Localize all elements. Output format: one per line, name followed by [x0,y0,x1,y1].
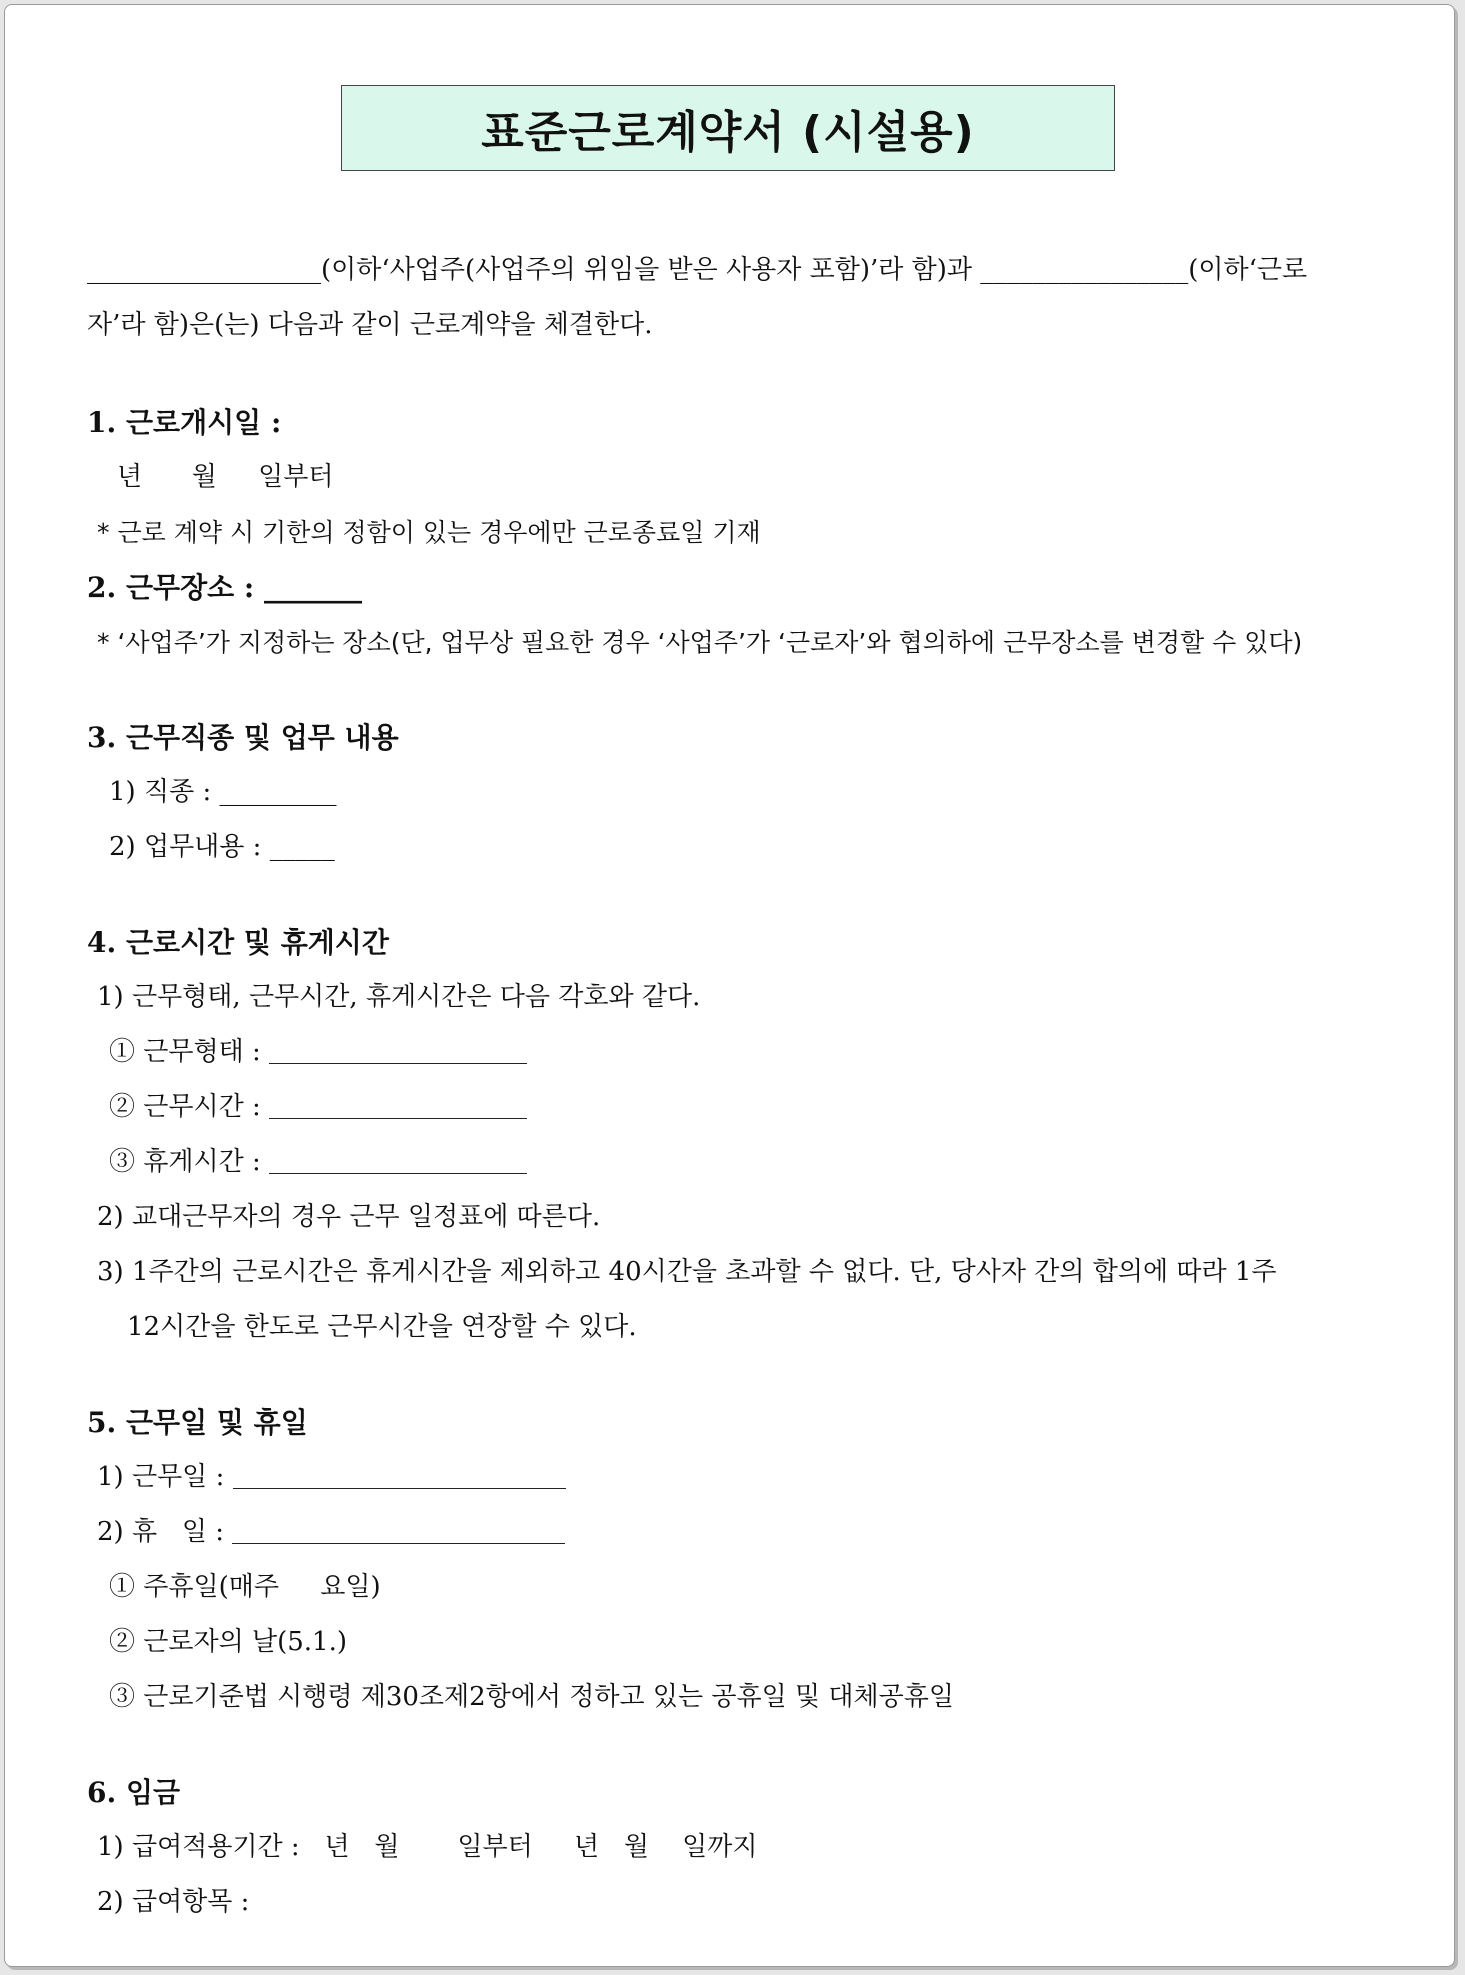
work-type-line [87,1025,1377,1080]
workdays-line [87,1450,1377,1505]
weekly-hours-line-cont: 12시간을 한도로 근무시간을 연장할 수 있다. [127,1312,637,1342]
intro-text-1: (이하‘사업주(사업주의 위임을 받은 사용자 포함)’라 함)과 [321,255,981,285]
labor-day-line: ② 근로자의 날(5.1.) [109,1627,348,1657]
break-time-label: ③ 휴게시간 : [109,1147,261,1177]
weekly-holiday-line: ① 주휴일(매주 요일) [109,1572,381,1602]
section-1-heading: 1. 근로개시일 : [87,406,282,439]
work-type-blank [269,1033,527,1064]
shift-work-line: 2) 교대근무자의 경우 근무 일정표에 따른다. [97,1202,601,1232]
pay-period-line: 1) 급여적용기간 : 년 월 일부터 년 월 일까지 [97,1832,758,1862]
date-day: 일부터 [258,462,334,492]
holidays-line [87,1505,1377,1560]
section-1-note: * 근로 계약 시 기한의 정함이 있는 경우에만 근로종료일 기재 [97,518,761,547]
employer-blank: __________________ [87,255,321,285]
workdays-label: 1) 근무일 : [97,1462,225,1492]
section-4-heading: 4. 근로시간 및 휴게시간 [87,926,389,959]
document-body [87,243,1377,1930]
work-time-line [87,1080,1377,1135]
holidays-label: 2) 휴 일 : [97,1517,225,1547]
title-box [341,85,1115,171]
intro-line-1 [87,243,1377,298]
pay-items-line: 2) 급여항목 : [97,1887,250,1917]
holidays-blank [232,1513,565,1544]
date-month: 월 [191,462,217,492]
break-time-line [87,1135,1377,1190]
job-type-line: 1) 직종 : _________ [109,777,337,807]
work-type-label: ① 근무형태 : [109,1037,261,1067]
section-6-heading: 6. 임금 [87,1776,181,1809]
work-time-label: ② 근무시간 : [109,1092,261,1122]
section-5-heading: 5. 근무일 및 휴일 [87,1406,308,1439]
work-time-blank [269,1088,527,1119]
section-2-note: * ‘사업주’가 지정하는 장소(단, 업무상 필요한 경우 ‘사업주’가 ‘근로자’와 협의하에 근무장소를 변경할 수 있다) [97,628,1303,657]
job-description-line: 2) 업무내용 : _____ [109,832,335,862]
document-page [4,4,1455,1967]
workdays-blank [233,1458,566,1489]
section-3-heading: 3. 근무직종 및 업무 내용 [87,721,399,754]
section-2-heading: 2. 근무장소 : _______ [87,571,363,604]
start-date-line [87,450,1377,505]
break-time-blank [269,1143,527,1174]
work-hours-intro: 1) 근무형태, 근무시간, 휴게시간은 다음 각호와 같다. [97,982,701,1012]
weekly-hours-line: 3) 1주간의 근로시간은 휴게시간을 제외하고 40시간을 초과할 수 없다. 단, 당사자 간의 합의에 따라 1주 [97,1257,1277,1287]
date-year: 년 [117,462,143,492]
intro-text-2: (이하‘근로 [1188,255,1308,285]
employee-blank: ________________ [980,255,1189,285]
intro-line-2: 자’라 함)은(는) 다음과 같이 근로계약을 체결한다. [87,310,653,340]
document-title: 표준근로계약서 (시설용) [481,107,975,158]
public-holiday-line: ③ 근로기준법 시행령 제30조제2항에서 정하고 있는 공휴일 및 대체공휴일 [109,1682,954,1712]
